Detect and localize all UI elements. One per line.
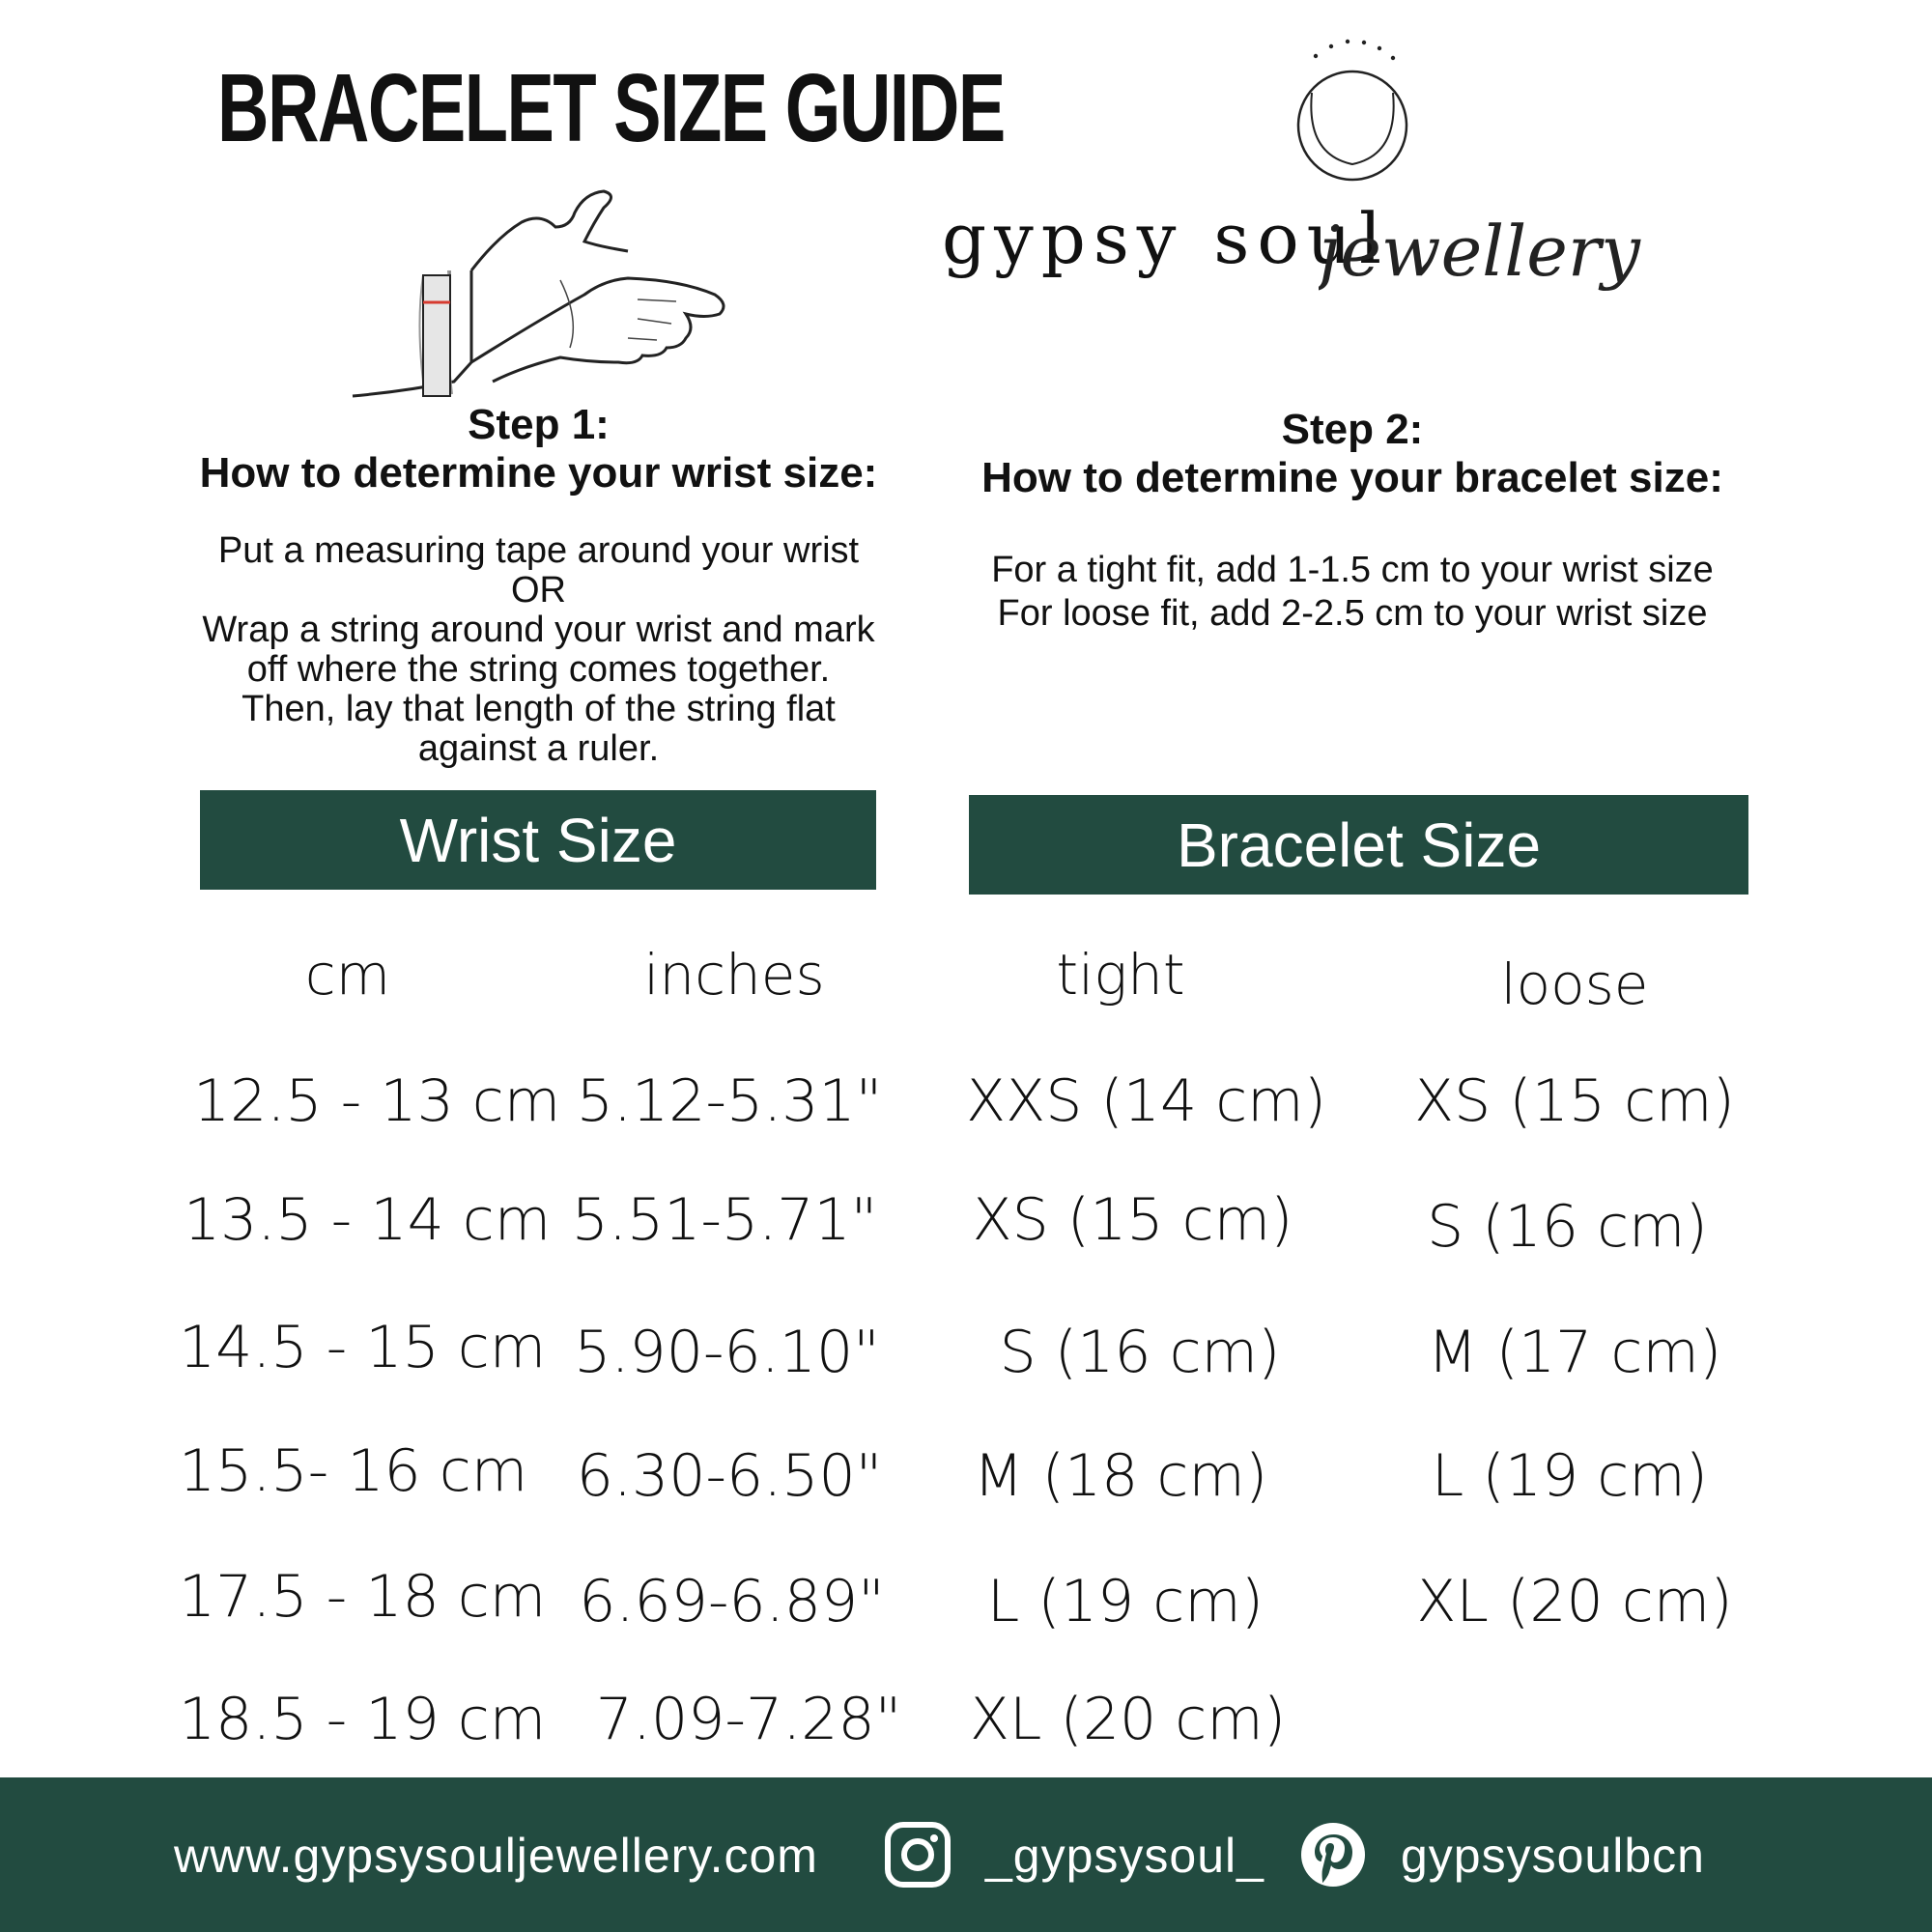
hand-wrist-illustration [348,184,744,406]
page-title: BRACELET SIZE GUIDE [217,54,1005,162]
table-cell-loose: S (16 cm) [1427,1193,1708,1261]
table-cell-loose: XS (15 cm) [1414,1067,1735,1135]
column-header-cm: cm [304,942,391,1008]
table-cell-inches: 5.90-6.10" [574,1319,880,1386]
moon-logo-icon [1275,29,1430,184]
step2-question: How to determine your bracelet size: [981,454,1723,501]
table-cell-inches: 6.69-6.89" [579,1568,885,1635]
table-cell-tight: S (16 cm) [999,1319,1281,1386]
website-link[interactable]: www.gypsysouljewellery.com [174,1829,818,1883]
table-cell-cm: 15.5- 16 cm [179,1437,528,1505]
step2-line: For a tight fit, add 1-1.5 cm to your wrist size [991,550,1714,590]
table-cell-cm: 13.5 - 14 cm [184,1186,552,1254]
table-cell-inches: 7.09-7.28" [595,1686,902,1753]
column-header-tight: tight [1056,942,1185,1008]
step2-heading [956,406,1748,502]
step1-question: How to determine your wrist size: [199,449,878,497]
table-cell-tight: XL (20 cm) [969,1686,1287,1753]
instagram-handle[interactable]: _gypsysoul_ [985,1829,1264,1883]
step2-instructions [956,549,1748,636]
table-cell-inches: 5.51-5.71" [571,1186,878,1254]
table-cell-tight: M (18 cm) [973,1442,1268,1510]
brand-script-text: jewellery [1319,211,1640,292]
step1-line: Put a measuring tape around your wrist [217,530,860,571]
step1-heading [155,401,923,497]
step2-number: Step 2: [1281,406,1424,453]
table-cell-cm: 12.5 - 13 cm [193,1067,561,1135]
step1-number: Step 1: [468,401,610,448]
step2-line: For loose fit, add 2-2.5 cm to your wrist size [997,593,1708,634]
table-cell-cm: 17.5 - 18 cm [179,1563,547,1631]
table-cell-loose: M (17 cm) [1427,1319,1722,1386]
footer-bar [0,1777,1932,1932]
table-cell-tight: XS (15 cm) [972,1186,1293,1254]
column-header-inches: inches [643,942,825,1008]
table-cell-tight: XXS (14 cm) [966,1067,1327,1135]
column-header-loose: loose [1500,952,1649,1017]
step1-instructions [155,531,923,769]
brand-wordmark: gypsy soul [942,198,1390,279]
pinterest-handle[interactable]: gypsysoulbcn [1401,1829,1705,1883]
table-cell-tight: L (19 cm) [986,1568,1264,1635]
step1-line: Then, lay that length of the string flat [242,689,836,729]
pinterest-icon[interactable] [1299,1821,1367,1889]
table-cell-loose: L (19 cm) [1431,1442,1709,1510]
bracelet-size-banner: Bracelet Size [969,795,1748,895]
step1-line: against a ruler. [417,728,660,769]
step1-line: OR [511,570,566,611]
table-cell-cm: 18.5 - 19 cm [179,1686,547,1753]
table-cell-inches: 5.12-5.31" [576,1067,883,1135]
step1-line: off where the string comes together. [246,649,831,690]
instagram-icon[interactable] [884,1821,952,1889]
wrist-size-banner: Wrist Size [200,790,876,890]
brand-script-logo [1319,208,1763,309]
table-cell-inches: 6.30-6.50" [576,1442,883,1510]
table-cell-loose: XL (20 cm) [1416,1568,1733,1635]
step1-line: Wrap a string around your wrist and mark [202,610,875,650]
table-cell-cm: 14.5 - 15 cm [179,1314,547,1381]
